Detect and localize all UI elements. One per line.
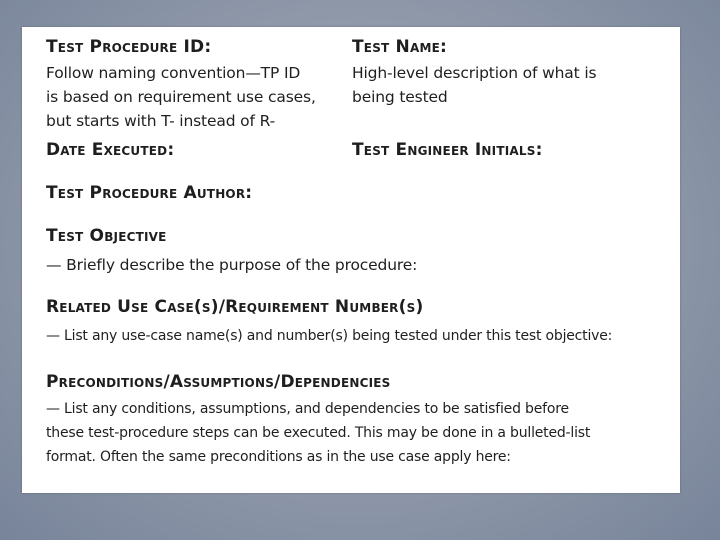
test-procedure-id-label: Test Procedure ID: (46, 37, 212, 57)
test-name-label: Test Name: (352, 37, 447, 57)
test-objective-label: Test Objective (46, 226, 167, 246)
test-procedure-id-text: Follow naming convention—TP ID is based on requirement use cases, but starts with T- instead of R- (46, 64, 316, 130)
related-use-cases-label: Related Use Case(s)/Requirement Number(s) (46, 297, 424, 317)
document-panel (22, 27, 680, 493)
preconditions-text: — List any conditions, assumptions, and dependencies to be satisfied before these test-procedure steps can be executed. This may be done in a bulleted-list format. Often the same preconditions as in the use case apply here: (46, 401, 591, 465)
test-objective-text: — Briefly describe the purpose of the procedure: (46, 256, 418, 274)
preconditions-label: Preconditions/Assumptions/Dependencies (46, 372, 391, 392)
test-procedure-author-label: Test Procedure Author: (46, 183, 253, 203)
date-executed-label: Date Executed: (46, 140, 175, 160)
test-name-text: High-level description of what is being tested (352, 64, 597, 106)
test-engineer-initials-label: Test Engineer Initials: (352, 140, 543, 160)
related-use-cases-text: — List any use-case name(s) and number(s) being tested under this test objective: (46, 328, 613, 344)
